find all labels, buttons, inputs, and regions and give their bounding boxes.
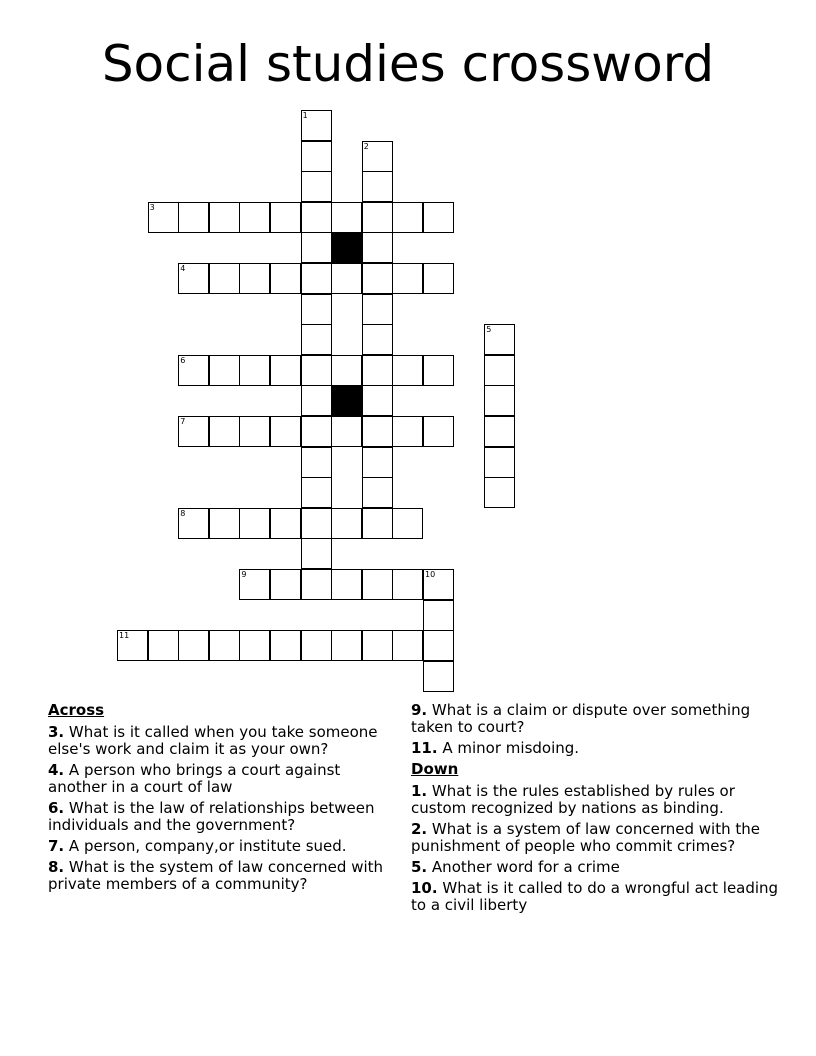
crossword-cell[interactable] [148, 202, 179, 233]
clue-text: What is the system of law concerned with private members of a community? [48, 858, 384, 893]
crossword-cell[interactable] [484, 355, 515, 386]
crossword-cell[interactable] [484, 385, 515, 416]
crossword-cell[interactable] [209, 202, 240, 233]
crossword-cell[interactable] [239, 630, 270, 661]
black-square [331, 232, 362, 263]
crossword-cell[interactable] [301, 355, 332, 386]
crossword-cell[interactable] [392, 569, 423, 600]
crossword-cell[interactable] [423, 600, 454, 631]
clue-number: 8. [48, 858, 65, 876]
clue-across-8 [48, 859, 393, 893]
crossword-cell[interactable] [270, 630, 301, 661]
crossword-cell[interactable] [362, 263, 393, 294]
clue-text: What is the law of relationships between individuals and the government? [48, 799, 375, 834]
crossword-cell[interactable] [301, 447, 332, 478]
crossword-cell[interactable] [362, 294, 393, 325]
crossword-cell[interactable] [239, 355, 270, 386]
crossword-cell[interactable] [362, 416, 393, 447]
crossword-cell[interactable] [362, 324, 393, 355]
clue-number: 11. [411, 739, 438, 757]
cell-number: 7 [180, 417, 186, 426]
black-square [331, 385, 362, 416]
crossword-cell[interactable] [362, 447, 393, 478]
crossword-cell[interactable] [392, 355, 423, 386]
crossword-cell[interactable] [331, 630, 362, 661]
clue-number: 6. [48, 799, 65, 817]
crossword-cell[interactable] [178, 416, 209, 447]
crossword-cell[interactable] [301, 508, 332, 539]
crossword-cell[interactable] [392, 416, 423, 447]
crossword-cell[interactable] [239, 569, 270, 600]
clue-text: What is it called to do a wrongful act leading to a civil liberty [411, 879, 779, 914]
clue-across-4 [48, 762, 393, 796]
clue-down-1 [411, 783, 781, 817]
clue-text: A person who brings a court against another in a court of law [48, 761, 341, 796]
crossword-cell[interactable] [270, 508, 301, 539]
clue-number: 2. [411, 820, 428, 838]
cell-number: 2 [363, 141, 369, 151]
crossword-cell[interactable] [362, 477, 393, 508]
crossword-cell[interactable] [392, 508, 423, 539]
clue-across-7 [48, 838, 393, 855]
crossword-cell[interactable] [301, 538, 332, 569]
clue-number: 5. [411, 858, 428, 876]
clue-number: 10. [411, 879, 438, 897]
clue-number: 1. [411, 782, 428, 800]
clue-text: A minor misdoing. [442, 739, 580, 757]
crossword-cell[interactable] [484, 477, 515, 508]
crossword-cell[interactable] [117, 630, 148, 661]
clue-text: What is it called when you take someone else's work and claim it as your own? [48, 723, 378, 758]
cell-number: 8 [180, 508, 186, 518]
cell-number: 10 [425, 570, 436, 579]
clue-down-5 [411, 859, 781, 876]
crossword-cell[interactable] [301, 416, 332, 447]
cell-number: 11 [119, 631, 130, 641]
crossword-cell[interactable] [484, 324, 515, 355]
crossword-cell[interactable] [484, 416, 515, 447]
clue-number: 3. [48, 723, 65, 741]
crossword-cell[interactable] [178, 263, 209, 294]
clue-number: 4. [48, 761, 65, 779]
crossword-cell[interactable] [209, 416, 240, 447]
clue-text: What is a claim or dispute over something taken to court? [411, 701, 751, 736]
crossword-cell[interactable] [209, 263, 240, 294]
crossword-cell[interactable] [301, 202, 332, 233]
crossword-cell[interactable] [423, 416, 454, 447]
crossword-cell[interactable] [301, 294, 332, 325]
crossword-cell[interactable] [362, 508, 393, 539]
crossword-cell[interactable] [484, 447, 515, 478]
crossword-cell[interactable] [362, 569, 393, 600]
crossword-cell[interactable] [423, 569, 454, 600]
crossword-cell[interactable] [362, 141, 393, 172]
clue-text: Another word for a crime [431, 858, 620, 876]
clue-across-3 [48, 724, 393, 758]
crossword-cell[interactable] [301, 263, 332, 294]
crossword-cell[interactable] [301, 171, 332, 202]
crossword-cell[interactable] [178, 355, 209, 386]
clue-down-10 [411, 880, 781, 914]
crossword-cell[interactable] [270, 569, 301, 600]
crossword-cell[interactable] [270, 355, 301, 386]
cell-number: 6 [180, 355, 186, 365]
crossword-cell[interactable] [178, 202, 209, 233]
crossword-cell[interactable] [239, 508, 270, 539]
crossword-cell[interactable] [270, 416, 301, 447]
crossword-cell[interactable] [362, 232, 393, 263]
crossword-cell[interactable] [301, 630, 332, 661]
crossword-cell[interactable] [331, 508, 362, 539]
crossword-cell[interactable] [423, 661, 454, 692]
crossword-cell[interactable] [301, 232, 332, 263]
crossword-cell[interactable] [392, 202, 423, 233]
crossword-cell[interactable] [209, 355, 240, 386]
clue-number: 9. [411, 701, 428, 719]
crossword-cell[interactable] [178, 630, 209, 661]
clue-text: A person, company,or institute sued. [68, 837, 347, 855]
crossword-cell[interactable] [423, 355, 454, 386]
clue-down-2 [411, 821, 781, 855]
crossword-cell[interactable] [423, 263, 454, 294]
clue-text: What is a system of law concerned with the punishment of people who commit crimes? [411, 820, 760, 855]
crossword-cell[interactable] [331, 355, 362, 386]
page-title: Social studies crossword [101, 35, 715, 93]
cell-number: 9 [241, 570, 247, 579]
crossword-cell[interactable] [148, 630, 179, 661]
crossword-cell[interactable] [178, 508, 209, 539]
crossword-cell[interactable] [239, 416, 270, 447]
crossword-cell[interactable] [301, 569, 332, 600]
crossword-cell[interactable] [331, 263, 362, 294]
crossword-cell[interactable] [362, 171, 393, 202]
clue-across-6 [48, 800, 393, 834]
clue-text: What is the rules established by rules or custom recognized by nations as binding. [411, 782, 735, 817]
crossword-cell[interactable] [423, 630, 454, 661]
clue-across-9 [411, 702, 781, 736]
crossword-cell[interactable] [239, 202, 270, 233]
crossword-cell[interactable] [362, 202, 393, 233]
crossword-cell[interactable] [301, 110, 332, 141]
across-heading: Across [48, 701, 105, 719]
crossword-cell[interactable] [331, 416, 362, 447]
cell-number: 3 [149, 202, 155, 212]
crossword-cell[interactable] [239, 263, 270, 294]
crossword-cell[interactable] [392, 263, 423, 294]
crossword-cell[interactable] [301, 477, 332, 508]
crossword-cell[interactable] [331, 202, 362, 233]
crossword-cell[interactable] [362, 385, 393, 416]
crossword-cell[interactable] [209, 508, 240, 539]
crossword-cell[interactable] [392, 630, 423, 661]
crossword-cell[interactable] [270, 263, 301, 294]
cell-number: 1 [302, 111, 308, 120]
crossword-cell[interactable] [301, 324, 332, 355]
crossword-cell[interactable] [362, 630, 393, 661]
crossword-cell[interactable] [423, 202, 454, 233]
clues-right-column [411, 702, 781, 918]
crossword-cell[interactable] [301, 385, 332, 416]
cell-number: 4 [180, 264, 186, 273]
clue-across-11 [411, 740, 781, 757]
crossword-cell[interactable] [301, 141, 332, 172]
clues-left-column [48, 702, 393, 897]
crossword-cell[interactable] [209, 630, 240, 661]
cell-number: 5 [486, 325, 492, 335]
clue-number: 7. [48, 837, 65, 855]
crossword-cell[interactable] [270, 202, 301, 233]
crossword-cell[interactable] [331, 569, 362, 600]
crossword-cell[interactable] [362, 355, 393, 386]
down-heading: Down [411, 760, 459, 778]
